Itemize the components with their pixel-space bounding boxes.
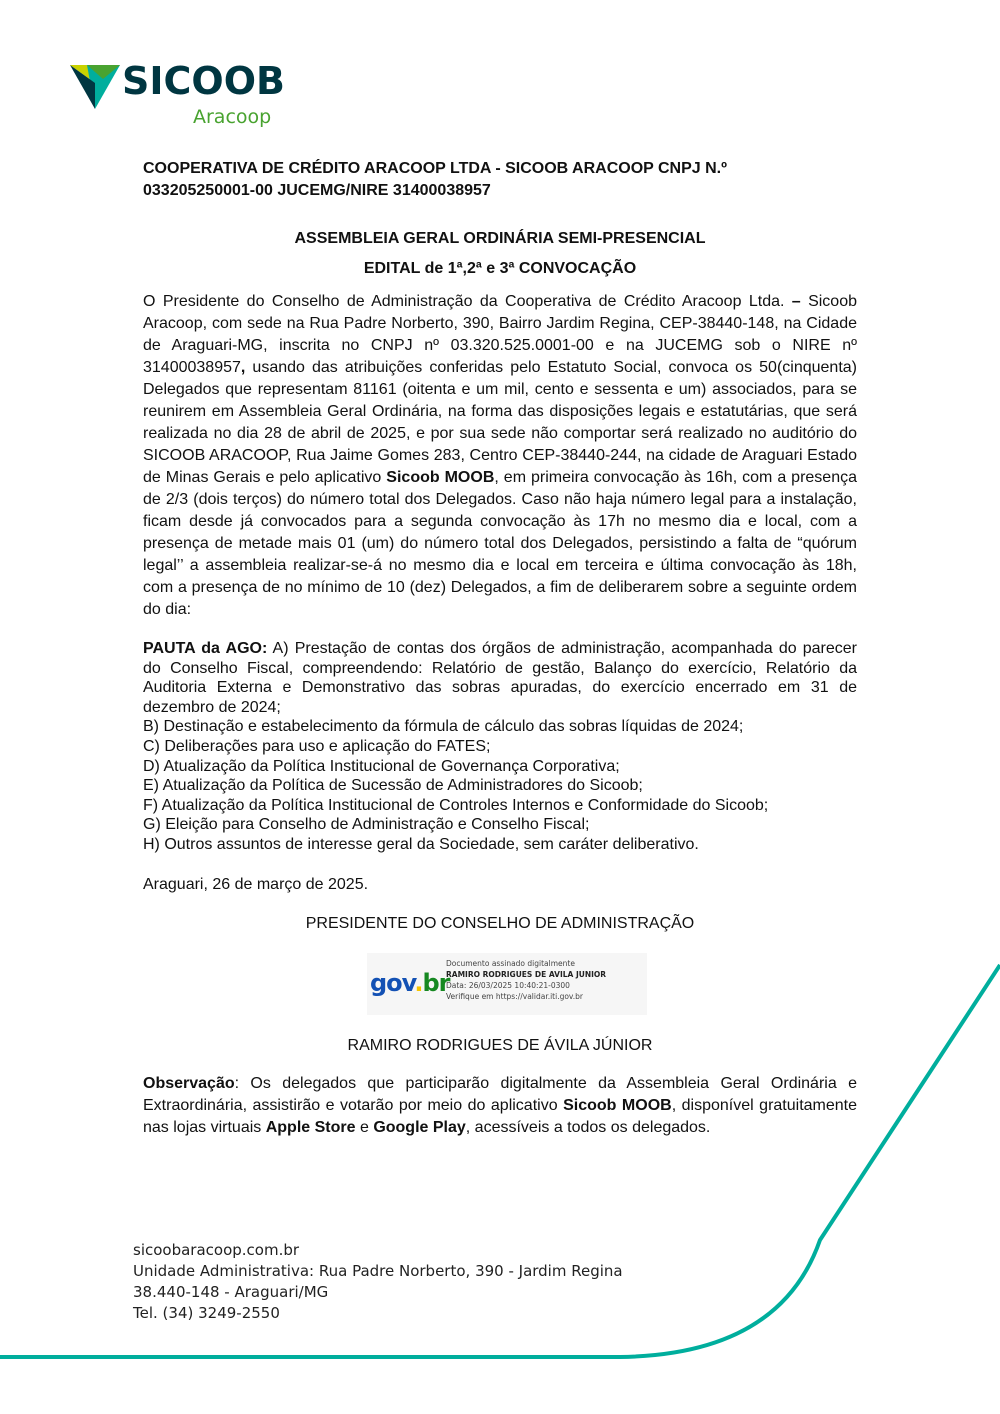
cooperative-heading bbox=[143, 158, 857, 202]
agenda-label: PAUTA da AGO: bbox=[143, 640, 268, 657]
agenda-item: B) Destinação e estabelecimento da fórmula de cálculo das sobras líquidas de 2024; bbox=[143, 718, 744, 736]
agenda-item: H) Outros assuntos de interesse geral da Sociedade, sem caráter deliberativo. bbox=[143, 835, 699, 853]
heading-line-1: COOPERATIVA DE CRÉDITO ARACOOP LTDA - SICOOB ARACOOP CNPJ N.º bbox=[143, 160, 727, 177]
signature-name: RAMIRO RODRIGUES DE AVILA JUNIOR bbox=[446, 970, 607, 979]
gov-br-logo-br: br bbox=[422, 969, 450, 997]
observation-label: Observação bbox=[143, 1075, 235, 1092]
para-part-2: Sicoob Aracoop, com sede na Rua Padre Norberto, 390, Bairro Jardim Regina, CEP-38440-148, na Cidade de Araguari-MG, inscrita no CNPJ nº 03.320.525.0001-00 e na JUCEMG sob o NIRE nº 31400038957 bbox=[143, 293, 857, 376]
observation-text-1: : Os delegados que participarão digitalmente da Assembleia Geral Ordinária e Extraordinária, assistirão e votarão por meio do aplicativo bbox=[143, 1075, 857, 1114]
footer-website: sicoobaracoop.com.br bbox=[133, 1241, 300, 1259]
signature-date: Data: 26/03/2025 10:40:21-0300 bbox=[446, 981, 570, 990]
heading-line-2: 033205250001-00 JUCEMG/NIRE 31400038957 bbox=[143, 182, 491, 199]
logo-subtitle: Aracoop bbox=[193, 106, 272, 128]
observation-text-2: , disponível gratuitamente nas lojas virtuais bbox=[143, 1097, 858, 1136]
sicoob-logo bbox=[70, 59, 310, 134]
para-part-4: , em primeira convocação às 16h, com a presença de 2/3 (dois terços) do número total dos Delegados. Caso não haja número legal para a instalação, ficam desde já convocados para a segunda convocação às 17h no mesmo dia e local, com a presença de metade mais 01 (um) do número total dos Delegados, persistindo a falta de “quórum legal’’ a assembleia realizar-se-á no mesmo dia e local em terceira e última convocação às 18h, com a presença de no mínimo de 10 (dez) Delegados, a fim de deliberarem sobre a seguinte ordem do dia: bbox=[143, 469, 858, 618]
agenda-item: C) Deliberações para uso e aplicação do FATES; bbox=[143, 737, 491, 755]
document-closing bbox=[143, 1037, 857, 1139]
convocation-paragraph bbox=[143, 291, 857, 621]
observation-app: Sicoob MOOB bbox=[563, 1097, 672, 1114]
observation bbox=[143, 1073, 857, 1139]
para-dash: – bbox=[784, 293, 809, 310]
signature-details bbox=[446, 958, 606, 1002]
signature-line: Documento assinado digitalmente bbox=[446, 959, 575, 968]
para-comma: , bbox=[240, 359, 246, 376]
agenda-item-a bbox=[143, 639, 857, 717]
document-body bbox=[143, 158, 857, 933]
observation-store-1: Apple Store bbox=[265, 1119, 356, 1136]
signature-verify: Verifique em https://validar.iti.gov.br bbox=[446, 992, 584, 1001]
document-date: Araguari, 26 de março de 2025. bbox=[143, 875, 369, 893]
gov-br-logo-dot: . bbox=[414, 969, 423, 997]
agenda-item: D) Atualização da Política Institucional de Governança Corporativa; bbox=[143, 757, 620, 775]
footer-address: Unidade Administrativa: Rua Padre Norberto, 390 - Jardim Regina bbox=[133, 1262, 623, 1280]
footer bbox=[133, 1240, 623, 1324]
sicoob-logo-mark-icon bbox=[70, 65, 120, 109]
gov-br-logo bbox=[370, 971, 450, 995]
observation-text-4: , acessíveis a todos os delegados. bbox=[465, 1119, 711, 1136]
agenda-item: G) Eleição para Conselho de Administração e Conselho Fiscal; bbox=[143, 816, 590, 834]
footer-city: 38.440-148 - Araguari/MG bbox=[133, 1283, 329, 1301]
para-part-1: O Presidente do Conselho de Administração da Cooperativa de Crédito Aracoop Ltda. bbox=[143, 293, 785, 310]
para-part-3: usando das atribuições conferidas pelo Estatuto Social, convoca os 50(cinquenta) Delegados que representam 81161 (oitenta e um mil, cento e sessenta e um) associados, para se reunirem em Assembleia Geral Ordinária, na forma das disposições legais e estatutárias, que será realizada no dia 28 de abril de 2025, e por sua sede não comportar será realizado no auditório do SICOOB ARACOOP, Rua Jaime Gomes 283, Centro CEP-38440-244, na cidade de Araguari Estado de Minas Gerais e pelo aplicativo bbox=[143, 359, 857, 486]
digital-signature-stamp bbox=[367, 953, 647, 1015]
agenda-item: F) Atualização da Política Institucional de Controles Internos e Conformidade do Sicoob; bbox=[143, 796, 769, 814]
observation-text-3: e bbox=[355, 1119, 374, 1136]
agenda-item: E) Atualização da Política de Sucessão de Administradores do Sicoob; bbox=[143, 777, 643, 795]
agenda-item-a-text: A) Prestação de contas dos órgãos de administração, acompanhada do parecer do Conselho Fiscal, compreendendo: Relatório de gestão, Balanço do exercício, Relatório da Auditoria Externa e Demonstrativo das sobras apuradas, do exercício encerrado em 31 de dezembro de 2024; bbox=[143, 640, 858, 716]
edital-title: EDITAL de 1ª,2ª e 3ª CONVOCAÇÃO bbox=[363, 260, 637, 277]
observation-store-2: Google Play bbox=[373, 1119, 466, 1136]
assembly-title: ASSEMBLEIA GERAL ORDINÁRIA SEMI-PRESENCIAL bbox=[294, 230, 706, 247]
signer-name: RAMIRO RODRIGUES DE ÁVILA JÚNIOR bbox=[347, 1037, 653, 1054]
agenda bbox=[143, 639, 857, 855]
para-app-name: Sicoob MOOB bbox=[386, 469, 495, 486]
footer-phone: Tel. (34) 3249-2550 bbox=[133, 1304, 280, 1322]
logo-brand: SICOOB bbox=[122, 59, 285, 103]
gov-br-logo-gov: gov bbox=[370, 969, 415, 997]
signer-role: PRESIDENTE DO CONSELHO DE ADMINISTRAÇÃO bbox=[305, 914, 695, 932]
